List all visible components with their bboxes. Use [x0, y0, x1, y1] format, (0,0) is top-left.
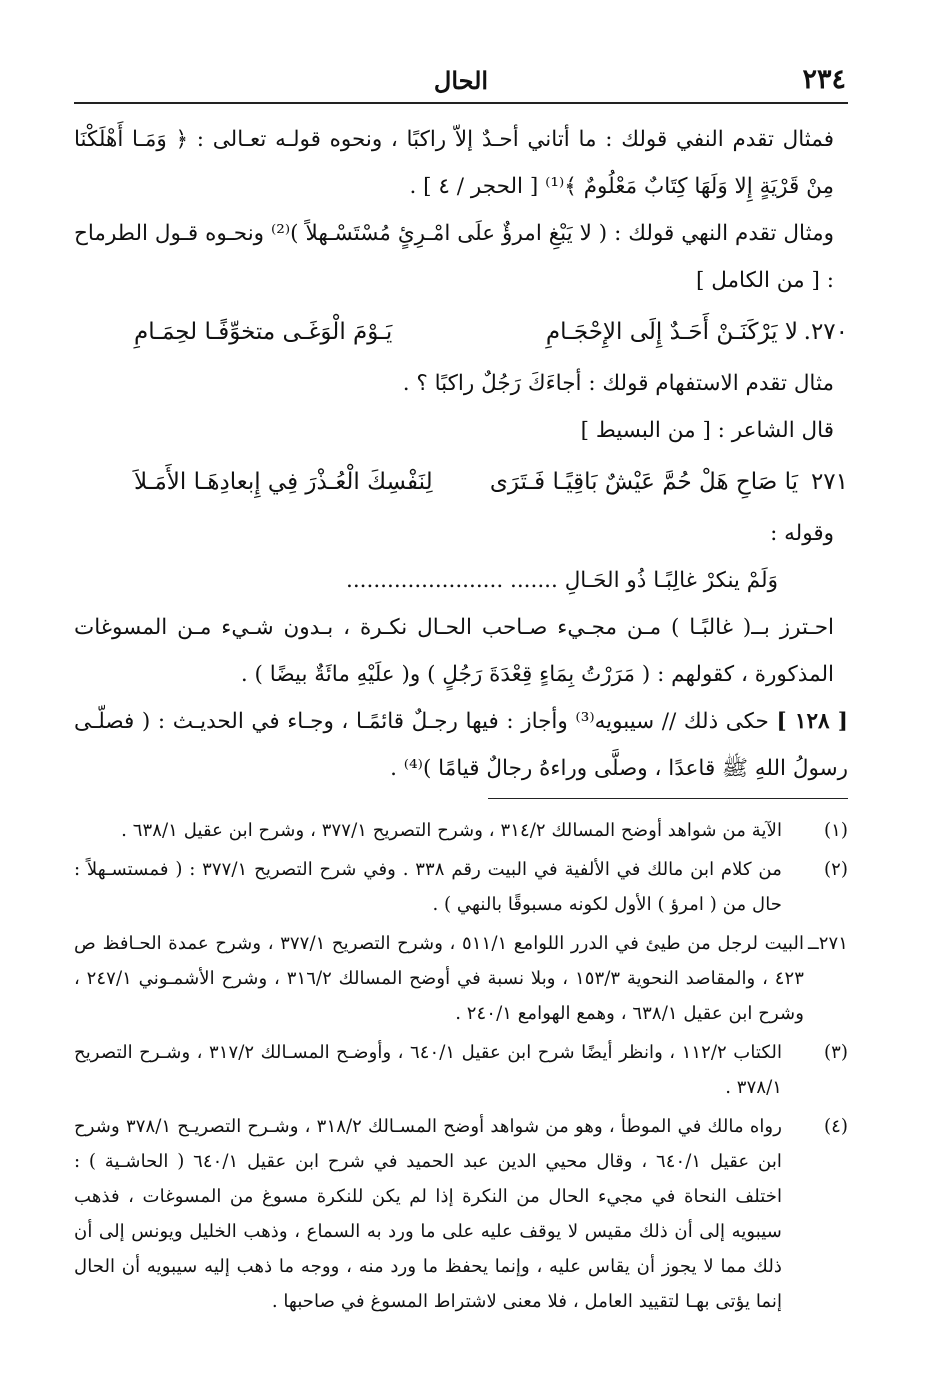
footnote-number: (٤)	[824, 1116, 848, 1137]
book-page	[74, 62, 848, 1323]
quote-intro: وقوله :	[770, 521, 834, 546]
footnote-3	[74, 1035, 848, 1105]
footnote-text: الآية من شواهد أوضح المسالك ٣١٤/٢ ، وشرح التصريح ٣٧٧/١ ، وشرح ابن عقيل ٦٣٨/١ .	[121, 820, 782, 841]
verse-second-hemistich: يَـوْمَ الْوَغَـى متخوِّفًـا لحِمَـامِ	[134, 318, 393, 345]
verse-first-hemistich: لا يَرْكَنَـنْ أَحَـدٌ إِلَى الإِحْجَـامِ	[545, 318, 798, 345]
footnote-text: البيت لرجل من طيئ في الدرر اللوامع ٥١١/١ ، وشرح التصريح ٣٧٧/١ ، وشرح عمدة الحـافظ ص ٤٢٣ ، والمقاصد النحوية ١٥٣/٣ ، وبلا نسبة في أوضح المسالك ٣١٦/٢ ، وشرح الأشمـوني ٢٤٧/١ ، وشرح ابن عقيل ٦٣٨/١ ، وهمع الهوامع ٢٤٠/١ .	[74, 933, 805, 1024]
verse-second-hemistich: لِنَفْسِكَ الْعُـذْرَ فِي إِبعادِهَـا الأَمَـلاَ	[134, 468, 433, 495]
footnotes	[74, 813, 848, 1319]
footnote-verse-271	[74, 926, 848, 1031]
main-text	[74, 116, 848, 792]
footnote-text: الكتاب ١١٢/٢ ، وانظر أيضًا شرح ابن عقيل ٦٤٠/١ ، وأوضـح المسـالك ٣١٧/٢ ، وشـرح التصريح ٣٧٨/١ .	[74, 1042, 782, 1098]
page-number: ٢٣٤	[802, 64, 846, 95]
fragment-ellipsis: .......................	[345, 568, 504, 593]
paragraph-128	[74, 698, 848, 792]
paragraph-negation: فمثال تقدم النفي قولك : ما أتاني أحـدٌ إلاّ راكبًا ، ونحوه قولـه تعـالى : ﴿ وَمَـا أَهْلَكْنَا مِنْ قَرْيَةٍ إِلا وَلَهَا كِتَابٌ مَعْلُومٌ ﴾⁽¹⁾ [ الحجر / ٤ ] .	[74, 127, 834, 199]
footnote-1	[74, 813, 848, 848]
footnote-text: رواه مالك في الموطأ ، وهو من شواهد أوضح المسـالك ٣١٨/٢ ، وشـرح التصريـح ٣٧٨/١ وشرح ابن عقيل ٦٤٠/١ ، وقال محيي الدين عبد الحميد في شرح ابن عقيل ٦٤٠/١ ( الحاشـية ) : اختلف النحاة في مجيء الحال من النكرة إذا لم يكن للنكرة مسوغ من المسوغات ، فذهب سيبويه إلى أن ذلك مقيس لا يوقف عليه على ما ورد به السماع ، وذهب الخليل ويونس إلى أن ذلك مما لا يجوز أن يقاس عليه ، وإنما يحفظ ما ورد منه ، ووجه ما ذهب إليه سيبويه أن الحال إنما يؤتى بهـا لتقييد العامل ، فلا معنى لاشتراط المسوغ في صاحبها .	[74, 1116, 782, 1312]
footnote-2	[74, 852, 848, 922]
footnote-number: (٢)	[824, 859, 848, 880]
verse-270	[74, 306, 848, 358]
footnote-number: ٢٧١ــ	[808, 933, 848, 954]
footnote-text: من كلام ابن مالك في الألفية في البيت رقم ٣٣٨ . وفي شرح التصريح ٣٧٧/١ : ( فمستسـهلاً : حال من ( امرؤ ) الأول لكونه مسبوقًا بالنهي ) .	[74, 859, 783, 915]
paragraph-prohibition: ومثال تقدم النهي قولك : ( لا يَبْغِ امرؤٌ علَى امْـرِئٍ مُسْتَسْـهلاً )⁽²⁾ ونحـوه قـول الطرماح : [ من الكامل ]	[74, 221, 834, 293]
footnote-separator	[488, 798, 848, 799]
verse-first-hemistich: يَا صَاحِ هَلْ حُمَّ عَيْشٌ بَاقِيًـا فَـتَرَى	[489, 468, 798, 495]
verse-271	[74, 456, 848, 508]
paragraph-ghaliban: احـترز بــ( غالبًـا ) مـن مجـيء صـاحب الحـال نكـرة ، بـدون شـيء مـن المسوغات المذكورة ، كقولهم : ( مَرَرْتُ بِمَاءٍ قِعْدَةَ رَجُلٍ ) و( علَيْهِ مائَةٌ بيضًا ) .	[74, 615, 834, 687]
page-header	[74, 62, 848, 104]
fragment-text: وَلَمْ ينكرْ غالِبًـا ذُو الحَـالِ .......	[510, 568, 778, 593]
verse-number: ٢٧٠.	[803, 318, 848, 345]
footnote-number: (٣)	[824, 1042, 848, 1063]
section-number: [ ١٢٨ ]	[776, 709, 848, 734]
footnote-4	[74, 1109, 848, 1319]
paragraph-sibawayh: حكى ذلك // سيبويه⁽³⁾ وأجاز : فيها رجـلٌ قائمًـا ، وجـاء في الحديـث : ( فصلّـى رسولُ اللهِ ﷺ قاعدًا ، وصلَّى وراءهُ رجالٌ قيامًا )⁽⁴⁾ .	[74, 709, 848, 781]
running-title: الحال	[433, 66, 489, 95]
paragraph-interrogation: مثال تقدم الاستفهام قولك : أجاءَكَ رَجُلٌ راكبًا ؟ .	[402, 371, 834, 396]
footnote-number: (١)	[824, 820, 848, 841]
poet-intro: قال الشاعر : [ من البسيط ]	[580, 418, 834, 443]
verse-number: ٢٧١	[810, 468, 848, 495]
alfiyya-fragment	[74, 557, 848, 604]
